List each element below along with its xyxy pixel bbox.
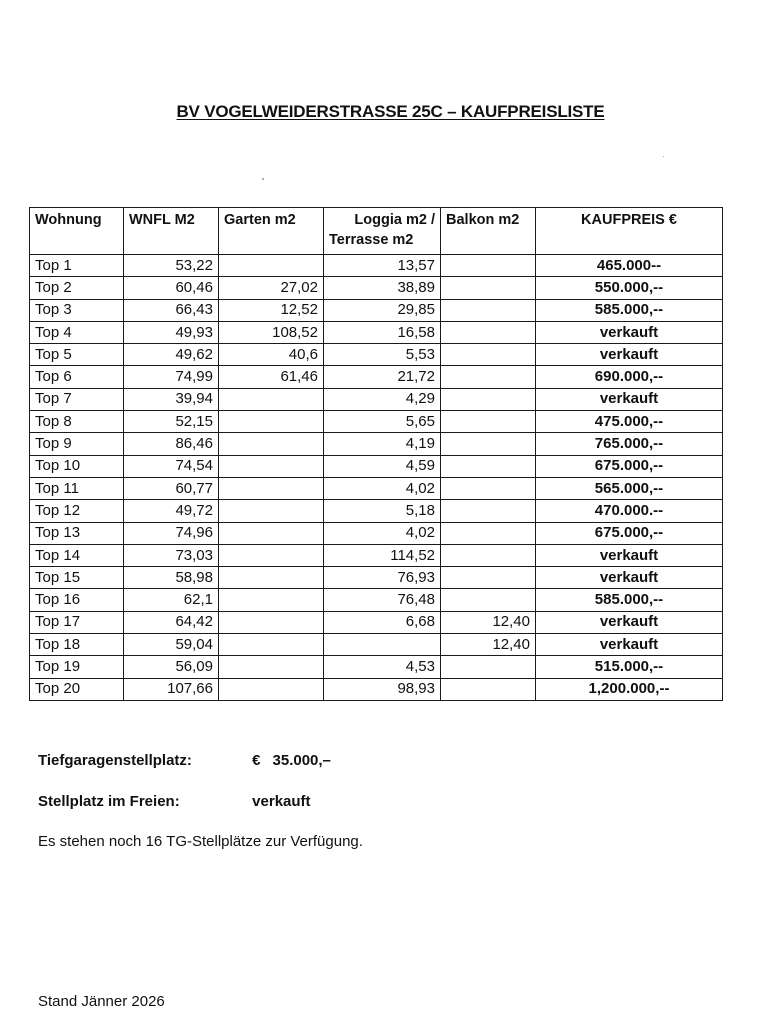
cell-wohnung: Top 12 (30, 500, 124, 522)
scan-speck (262, 178, 264, 180)
header-loggia-line1: Loggia m2 / (354, 212, 435, 228)
cell-wnfl: 73,03 (124, 544, 219, 566)
table-header-row (30, 208, 723, 255)
cell-garten (219, 678, 324, 700)
cell-garten: 27,02 (219, 277, 324, 299)
cell-wnfl: 49,72 (124, 500, 219, 522)
cell-loggia: 16,58 (324, 321, 441, 343)
table-row (30, 678, 723, 700)
cell-wnfl: 49,93 (124, 321, 219, 343)
table-row (30, 634, 723, 656)
table-row (30, 567, 723, 589)
table-row (30, 411, 723, 433)
cell-kaufpreis: 585.000,-- (536, 299, 723, 321)
cell-wohnung: Top 7 (30, 388, 124, 410)
cell-wohnung: Top 16 (30, 589, 124, 611)
header-kaufpreis: KAUFPREIS € (536, 208, 723, 255)
cell-kaufpreis: 565.000,-- (536, 477, 723, 499)
table-row (30, 611, 723, 633)
cell-wohnung: Top 3 (30, 299, 124, 321)
cell-wnfl: 66,43 (124, 299, 219, 321)
cell-loggia: 4,59 (324, 455, 441, 477)
euro-symbol: € (252, 752, 261, 769)
cell-garten (219, 255, 324, 277)
cell-garten (219, 388, 324, 410)
header-wohnung: Wohnung (30, 208, 124, 255)
cell-balkon (441, 589, 536, 611)
cell-loggia: 4,29 (324, 388, 441, 410)
stand-date: Stand Jänner 2026 (38, 993, 165, 1010)
cell-loggia: 4,19 (324, 433, 441, 455)
outdoor-parking-value: verkauft (252, 793, 311, 810)
cell-balkon (441, 344, 536, 366)
cell-garten: 12,52 (219, 299, 324, 321)
cell-loggia: 4,53 (324, 656, 441, 678)
cell-wnfl: 59,04 (124, 634, 219, 656)
cell-loggia: 4,02 (324, 477, 441, 499)
cell-kaufpreis: verkauft (536, 344, 723, 366)
cell-loggia: 5,65 (324, 411, 441, 433)
cell-wohnung: Top 14 (30, 544, 124, 566)
cell-wnfl: 53,22 (124, 255, 219, 277)
cell-wohnung: Top 11 (30, 477, 124, 499)
cell-garten (219, 455, 324, 477)
cell-kaufpreis: verkauft (536, 321, 723, 343)
cell-kaufpreis: 585.000,-- (536, 589, 723, 611)
table-row (30, 299, 723, 321)
cell-kaufpreis: verkauft (536, 634, 723, 656)
cell-wohnung: Top 18 (30, 634, 124, 656)
cell-balkon: 12,40 (441, 611, 536, 633)
cell-wohnung: Top 20 (30, 678, 124, 700)
table-row (30, 255, 723, 277)
cell-kaufpreis: verkauft (536, 388, 723, 410)
cell-garten: 40,6 (219, 344, 324, 366)
cell-wnfl: 74,96 (124, 522, 219, 544)
cell-kaufpreis: 690.000,-- (536, 366, 723, 388)
cell-balkon (441, 500, 536, 522)
cell-loggia: 13,57 (324, 255, 441, 277)
header-wnfl: WNFL M2 (124, 208, 219, 255)
cell-kaufpreis: 765.000,-- (536, 433, 723, 455)
cell-loggia: 76,48 (324, 589, 441, 611)
cell-balkon (441, 567, 536, 589)
cell-wohnung: Top 19 (30, 656, 124, 678)
cell-balkon (441, 388, 536, 410)
cell-balkon (441, 544, 536, 566)
scan-speck (663, 156, 664, 157)
cell-wnfl: 39,94 (124, 388, 219, 410)
cell-wohnung: Top 9 (30, 433, 124, 455)
cell-wnfl: 56,09 (124, 656, 219, 678)
cell-wnfl: 86,46 (124, 433, 219, 455)
cell-loggia: 98,93 (324, 678, 441, 700)
cell-wnfl: 64,42 (124, 611, 219, 633)
cell-kaufpreis: verkauft (536, 611, 723, 633)
cell-loggia: 114,52 (324, 544, 441, 566)
cell-balkon (441, 321, 536, 343)
cell-loggia: 5,53 (324, 344, 441, 366)
cell-garten (219, 567, 324, 589)
cell-wohnung: Top 2 (30, 277, 124, 299)
tg-parking-line (38, 752, 331, 769)
cell-loggia (324, 634, 441, 656)
cell-wohnung: Top 4 (30, 321, 124, 343)
cell-balkon (441, 255, 536, 277)
cell-wnfl: 58,98 (124, 567, 219, 589)
cell-garten (219, 411, 324, 433)
cell-kaufpreis: 675.000,-- (536, 455, 723, 477)
cell-loggia: 21,72 (324, 366, 441, 388)
cell-garten: 61,46 (219, 366, 324, 388)
cell-loggia: 6,68 (324, 611, 441, 633)
cell-wohnung: Top 1 (30, 255, 124, 277)
table-row (30, 656, 723, 678)
cell-wohnung: Top 15 (30, 567, 124, 589)
cell-garten (219, 522, 324, 544)
cell-wnfl: 107,66 (124, 678, 219, 700)
cell-wohnung: Top 17 (30, 611, 124, 633)
header-garten: Garten m2 (219, 208, 324, 255)
cell-loggia: 5,18 (324, 500, 441, 522)
table-row (30, 433, 723, 455)
cell-garten (219, 500, 324, 522)
cell-balkon (441, 477, 536, 499)
cell-balkon: 12,40 (441, 634, 536, 656)
cell-kaufpreis: 1,200.000,-- (536, 678, 723, 700)
cell-balkon (441, 299, 536, 321)
cell-balkon (441, 277, 536, 299)
cell-wnfl: 74,54 (124, 455, 219, 477)
table-row (30, 366, 723, 388)
table-body (30, 255, 723, 701)
tg-parking-price (252, 752, 331, 769)
table-row (30, 544, 723, 566)
header-balkon: Balkon m2 (441, 208, 536, 255)
table-row (30, 388, 723, 410)
cell-kaufpreis: 470.000.-- (536, 500, 723, 522)
cell-balkon (441, 433, 536, 455)
header-loggia (324, 208, 441, 255)
cell-garten: 108,52 (219, 321, 324, 343)
table-row (30, 589, 723, 611)
cell-kaufpreis: verkauft (536, 544, 723, 566)
table-row (30, 500, 723, 522)
cell-balkon (441, 678, 536, 700)
table-row (30, 277, 723, 299)
cell-wohnung: Top 6 (30, 366, 124, 388)
parking-availability-note: Es stehen noch 16 TG-Stellplätze zur Verfügung. (38, 833, 363, 850)
cell-wohnung: Top 10 (30, 455, 124, 477)
cell-kaufpreis: verkauft (536, 567, 723, 589)
cell-wnfl: 60,77 (124, 477, 219, 499)
cell-balkon (441, 366, 536, 388)
cell-garten (219, 634, 324, 656)
cell-loggia: 38,89 (324, 277, 441, 299)
cell-kaufpreis: 515.000,-- (536, 656, 723, 678)
cell-kaufpreis: 550.000,-- (536, 277, 723, 299)
table-row (30, 455, 723, 477)
cell-wohnung: Top 13 (30, 522, 124, 544)
cell-loggia: 76,93 (324, 567, 441, 589)
cell-wnfl: 62,1 (124, 589, 219, 611)
cell-kaufpreis: 465.000-- (536, 255, 723, 277)
cell-garten (219, 589, 324, 611)
cell-garten (219, 656, 324, 678)
cell-garten (219, 433, 324, 455)
cell-balkon (441, 656, 536, 678)
outdoor-parking-label: Stellplatz im Freien: (38, 793, 180, 810)
cell-loggia: 4,02 (324, 522, 441, 544)
cell-wnfl: 49,62 (124, 344, 219, 366)
cell-garten (219, 477, 324, 499)
cell-wnfl: 52,15 (124, 411, 219, 433)
cell-wnfl: 60,46 (124, 277, 219, 299)
table-row (30, 522, 723, 544)
cell-wnfl: 74,99 (124, 366, 219, 388)
cell-kaufpreis: 675.000,-- (536, 522, 723, 544)
table-row (30, 344, 723, 366)
cell-balkon (441, 455, 536, 477)
tg-parking-value: 35.000,– (272, 752, 331, 769)
cell-wohnung: Top 8 (30, 411, 124, 433)
cell-kaufpreis: 475.000,-- (536, 411, 723, 433)
cell-loggia: 29,85 (324, 299, 441, 321)
cell-wohnung: Top 5 (30, 344, 124, 366)
header-loggia-line2: Terrasse m2 (329, 232, 414, 248)
table-row (30, 477, 723, 499)
cell-garten (219, 544, 324, 566)
outdoor-parking-line (38, 793, 311, 810)
price-table (29, 207, 723, 701)
tg-parking-label: Tiefgaragenstellplatz: (38, 752, 192, 769)
page-title: BV VOGELWEIDERSTRASSE 25C – KAUFPREISLISTE (176, 102, 605, 121)
cell-balkon (441, 411, 536, 433)
cell-balkon (441, 522, 536, 544)
table-row (30, 321, 723, 343)
cell-garten (219, 611, 324, 633)
